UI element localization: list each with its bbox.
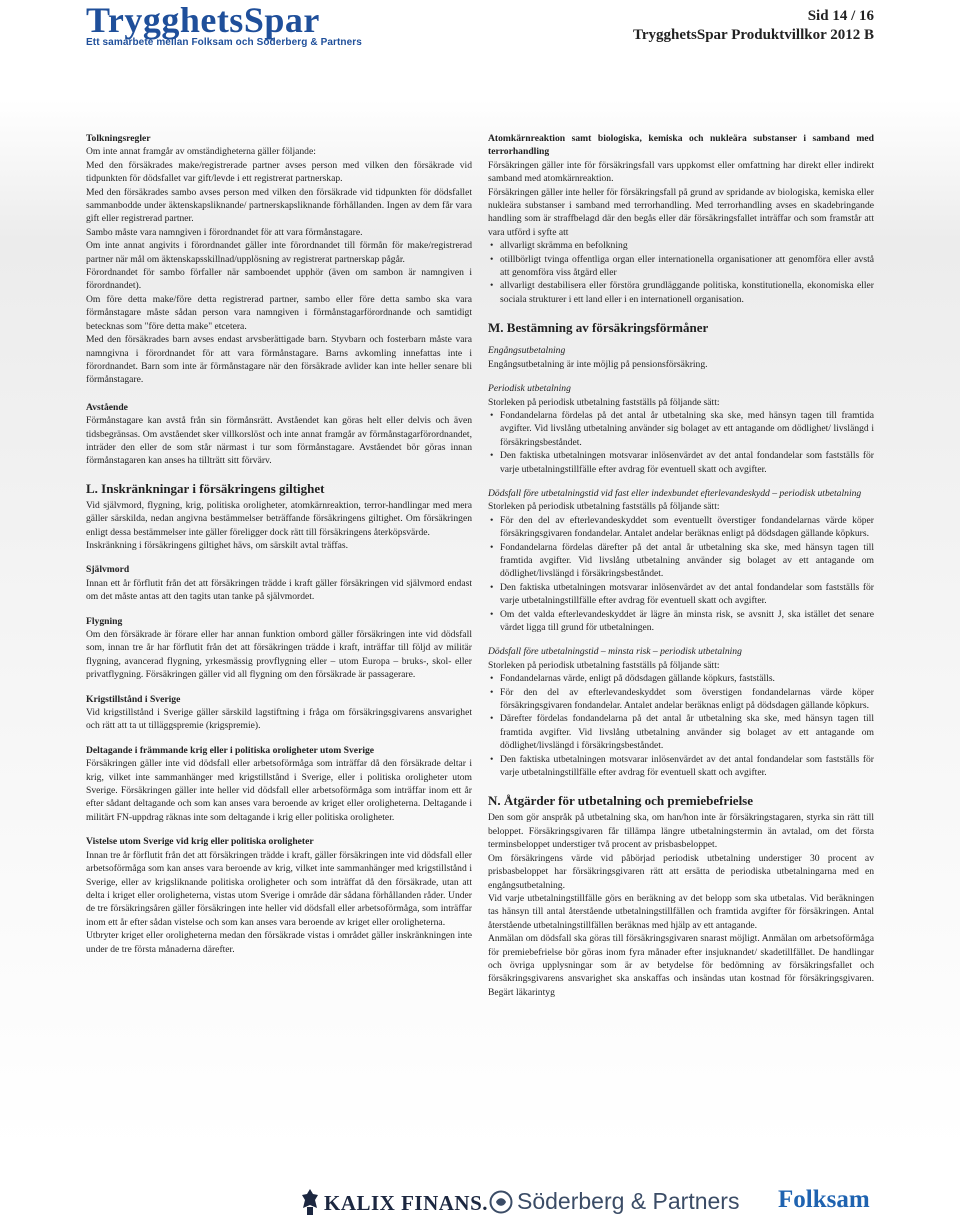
paragraph: Engångsutbetalning är inte möjlig på pensionsförsäkring. (488, 358, 708, 370)
bullet-list (488, 409, 874, 476)
paragraph: Inskränkning i försäkringens giltighet hävs, om särskilt avtal träffas. (86, 539, 348, 551)
paragraph: Försäkringen gäller inte heller för försäkringsfall på grund av spridande av biologiska, kemiska eller nukleära substanser i samband med terrorhandling. Med terrorhandling avses en skadebringande handling som är straffbelagd där den begås eller där försäkringsfallet inträffar och som framstår att vara utförd i syfte att (488, 186, 874, 238)
paragraph: Vid självmord, flygning, krig, politiska oroligheter, atomkärnreaktion, terror-handlingar med mera gäller särskilda, nedan angivna bestämmelser beträffande försäkringens giltighet. Om försäkringen enligt dessa bestämmelser inte gäller föreligger dock rätt till försäkringens återköpsvärde. (86, 499, 472, 538)
paragraph: Med den försäkrades make/registrerade partner avses person med vilken den försäkrade vid tidpunkten för dödsfallet var gift/levde i ett registrerat partnerskap. (86, 159, 472, 185)
paragraph: Den som gör anspråk på utbetalning ska, om han/hon inte är försäkringstagaren, styrka sin rätt till beloppet. Försäkringsgivaren får tillämpa längre utbetalningstermin än avtalad, om det första terminsbeloppet understiger två procent av prisbasbeloppet. (488, 812, 874, 851)
section-heading: Självmord (86, 564, 130, 576)
chapter-heading: M. Bestämning av försäkringsförmåner (488, 320, 709, 336)
list-item: • För den del av efterlevandeskyddet som överstigen fondandelarnas värde köper försäkringsgivaren fondandelar. Antalet andelar beräknas enligt på dödsdagen gällande köpkurs. (488, 686, 874, 713)
paragraph: Om inte annat angivits i förordnandet gäller inte förordnandet till förmån för make/registrerad partner när mål om äktenskapsskillnad/upplösning av registrerat partnerskap pågår. (86, 240, 472, 265)
paragraph: Om försäkringens värde vid påbörjad periodisk utbetalning understiger 30 procent av prisbasbeloppet har försäkringsgivaren rätt att ersätta de periodiska utbetalningarna med en engångsutbetalning. (488, 852, 874, 891)
paragraph: Med den försäkrades sambo avses person med vilken den försäkrade vid tidpunkten för dödsfallet sammanbodde under äktenskapsliknande/ partnerskapsliknande förhållanden. Ingen av dem får vara gift eller registrerad partner. (86, 186, 472, 225)
logo-word-main: Trygghets (86, 0, 244, 40)
list-item: • allvarligt destabilisera eller förstöra grundläggande politiska, konstitutionella, ekonomiska eller sociala strukturer i ett land eller i en internationell organisation. (488, 279, 874, 306)
section-heading: Vistelse utom Sverige vid krig eller politiska oroligheter (86, 836, 314, 848)
soderberg-partners-wordmark: Söderberg & Partners (517, 1188, 740, 1214)
chapter-heading: N. Åtgärder för utbetalning och premiebefrielse (488, 793, 754, 809)
paragraph: Vid varje utbetalningstillfälle görs en beräkning av det belopp som ska utbetalas. Vid beräkningen tas hänsyn till antal återstående utbetalningstillfällen och framtida avgifter för försäkringen. Antal återstående utbetalningstillfällen beräknas med hjälp av ett antagande. (488, 892, 874, 931)
logo-wordmark (86, 2, 320, 38)
list-item: • För den del av efterlevandeskyddet som eventuellt överstiger fondandelarnas värde köper försäkringsgivaren fondandelar. Antalet andelar beräknas enligt på dödsdagen gällande köpkurs. (488, 514, 874, 541)
subsection-heading: Engångsutbetalning (488, 345, 566, 357)
list-item: • otillbörligt tvinga offentliga organ eller internationella organisationer att genomföra eller avstå att genomföra viss åtgärd eller (488, 253, 874, 280)
logo-word-second: Spar (243, 0, 320, 40)
section-heading: Deltagande i främmande krig eller i politiska oroligheter utom Sverige (86, 744, 375, 756)
section-heading: Krigstillstånd i Sverige (86, 693, 181, 705)
paragraph: Om inte annat framgår av omständigheterna gäller följande: (86, 146, 316, 158)
soderberg-partners-logo (489, 1188, 765, 1216)
kalix-finans-wordmark: KALIX FINANS. (324, 1191, 489, 1215)
paragraph: Sambo måste vara namngiven i förordnandet för att vara förmånstagare. (86, 226, 363, 238)
paragraph: Innan ett år förflutit från det att försäkringen trädde i kraft gäller försäkringen vid självmord endast om det måste antas att den tagits utan tanke på självmordet. (86, 577, 472, 603)
folksam-logo: Folksam (778, 1186, 870, 1213)
section-heading: Avstående (86, 401, 128, 413)
section-heading: Atomkärnreaktion samt biologiska, kemiska och nukleära substanser i samband med terrorhandling (488, 133, 874, 158)
footer-logos (0, 1182, 960, 1221)
paragraph: Storleken på periodisk utbetalning fastställs på följande sätt: (488, 501, 720, 513)
paragraph: Försäkringen gäller inte för försäkringsfall vars uppkomst eller omfattning har direkt eller indirekt samband med atomkärnreaktion. (488, 159, 874, 185)
list-item: • Fondandelarnas värde, enligt på dödsdagen gällande köpkurs, fastställs. (488, 672, 874, 685)
paragraph: Förmånstagare kan avstå från sin förmånsrätt. Avståendet kan göras helt eller delvis och även tidsbegränsas. Om avståendet sker villkorslöst och inte annat framgår av förmånstagarförordnandet, inträder den eller de som står närmast i tur som förmånstagare. Avståendet bör göras innan förmånstagaren kan anses ha tillträtt sitt förvärv. (86, 415, 472, 467)
paragraph: Innan tre år förflutit från det att försäkringen trädde i kraft, gäller försäkringen inte vid dödsfall eller arbetsoförmåga som kan anses vara beroende av krig, vilket inte sammanhänger med krigstillstånd i Sverige, eller av krigsliknande politiska oroligheter och som inträffat då den försäkrade, utan att delta i kriget eller oroligheterna, vistas utom Sverige i område där sådana förhållanden råder. Under de tre försäkringsåren gäller försäkringen inte heller vid dödsfall eller arbetsoförmåga, som inträffar inom ett år efter sådan vistelse och som kan anses vara beroende av kriget eller oroligheterna. (86, 849, 472, 928)
paragraph: Med den försäkrades barn avses endast arvsberättigade barn. Styvbarn och fosterbarn måste vara namngivna i förordnandet för att vara förmånstagare. Barns avkomling innefattas inte i förordnandet. Barn som inte är förmånstagare när den försäkrade avlider kan inte heller senare bli förmånstagare. (86, 334, 472, 386)
right-column (488, 132, 874, 999)
paragraph: Om före detta make/före detta registrerad partner, sambo eller före detta sambo ska vara förmånstagare måste sådan person vara namngiven i förmånstagarförordnande och samtidigt betecknas som "före detta make" etcetera. (86, 293, 472, 332)
list-item: • Den faktiska utbetalningen motsvarar inlösenvärdet av det antal fondandelar som fastställs för varje utbetalningstillfälle efter avdrag för eventuell skatt och avgifter. (488, 449, 874, 476)
list-item: • Fondandelarna fördelas därefter på det antal år utbetalning ska ske, med hänsyn tagen till framtida avgifter. Vid livslång utbetalning använder sig bolaget av ett antagande om dödlighet/livslängd i försäkringsbeståndet. (488, 541, 874, 581)
list-item: • Därefter fördelas fondandelarna på det antal år utbetalning ska ske, med hänsyn tagen till framtida avgifter. Vid livslång utbetalning använder sig bolaget av ett antagande om dödlighet/livslängd i försäkringsbeståndet. (488, 712, 874, 752)
bullet-list (488, 672, 874, 779)
list-item: • Den faktiska utbetalningen motsvarar inlösenvärdet av det antal fondandelar som fastställs för varje utbetalningstillfälle efter avdrag för eventuell skatt och avgifter. (488, 581, 874, 608)
list-item: • Den faktiska utbetalningen motsvarar inlösenvärdet av det antal fondandelar som fastställs för varje utbetalningstillfälle efter avdrag för eventuell skatt och avgifter. (488, 753, 874, 780)
soderberg-partners-mark-icon (489, 1190, 513, 1214)
subsection-heading: Dödsfall före utbetalningstid vid fast eller indexbundet efterlevandeskydd – periodisk utbetalning (488, 487, 862, 499)
paragraph: Vid krigstillstånd i Sverige gäller särskild lagstiftning i fråga om försäkringsgivarens ansvarighet och rätt att ta ut tilläggspremie (krigspremie). (86, 707, 472, 732)
subsection-heading: Dödsfall före utbetalningstid – minsta risk – periodisk utbetalning (488, 646, 742, 658)
document-title: TrygghetsSpar Produktvillkor 2012 B (632, 27, 874, 43)
kalix-crest-icon (300, 1188, 320, 1216)
list-item: • Om det valda efterlevandeskyddet är lägre än minsta risk, se avsnitt J, ska istället det senare värdet ligga till grund för utbetalningen. (488, 608, 874, 635)
left-column (86, 132, 472, 956)
paragraph: Förordnandet för sambo förfaller när samboendet upphör (även om sambon är namngiven i förordnandet). (86, 267, 472, 292)
paragraph: Om den försäkrade är förare eller har annan funktion ombord gäller försäkringen inte vid dödsfall som, innan tre år har förflutit från det att försäkringen trädde i kraft, inträffar till följd av militär flygning, avancerad flygning, yrkesmässig provflygning eller – utom Europa – bruks-, skol- eller privatflygning. Försäkringen gäller vid all flygning om den försäkrade är passagerare. (86, 629, 472, 681)
section-heading: Tolkningsregler (86, 133, 151, 144)
list-item: • allvarligt skrämma en befolkning (488, 239, 874, 252)
subsection-heading: Periodisk utbetalning (488, 383, 571, 395)
paragraph: Storleken på periodisk utbetalning fastställs på följande sätt: (488, 396, 720, 408)
trygghetsspar-logo (86, 2, 406, 48)
logo-tagline: Ett samarbete mellan Folksam och Söderberg & Partners (86, 37, 362, 48)
paragraph: Utbryter kriget eller oroligheterna medan den försäkrade vistas i området gäller inskränkningen inte under de tre första månaderna därefter. (86, 930, 472, 955)
paragraph: Anmälan om dödsfall ska göras till försäkringsgivaren snarast möjligt. Anmälan om arbetsoförmåga för premiebefrielse bör göras inom fyra månader efter insjuknandet/ skadetillfället. De handlingar och övriga upplysningar som är av betydelse för bedömning av försäkringsfallet och försäkringsgivarens ansvarighet ska anskaffas och insändas utan kostnad för försäkringsgivaren. Begärt läkarintyg (488, 933, 874, 998)
list-item: • Fondandelarna fördelas på det antal år utbetalning ska ske, med hänsyn tagen till framtida avgifter. Vid livslång utbetalning använder sig bolaget av ett antagande om dödlighet/ livslängd i försäkringsbeståndet. (488, 409, 874, 449)
chapter-heading: L. Inskränkningar i försäkringens giltighet (86, 480, 325, 496)
paragraph: Storleken på periodisk utbetalning fastställs på följande sätt: (488, 659, 720, 671)
page-number: Sid 14 / 16 (807, 8, 874, 24)
paragraph: Försäkringen gäller inte vid dödsfall eller arbetsoförmåga som inträffar då den försäkrade deltar i krig, vilket inte sammanhänger med krigstillstånd i Sverige, eller i politiska oroligheter utom Sverige. Försäkringen gäller inte heller vid dödsfall eller arbetsoförmåga som inträffar inom ett år efter sådant deltagande och som kan anses vara beroende av kriget eller oroligheterna. Deltagande i militärt FN-uppdrag räknas inte som deltagande i krig eller politiska oroligheter. (86, 758, 472, 823)
bullet-list (488, 239, 874, 306)
kalix-finans-logo (300, 1188, 489, 1216)
section-heading: Flygning (86, 615, 123, 627)
bullet-list (488, 514, 874, 635)
